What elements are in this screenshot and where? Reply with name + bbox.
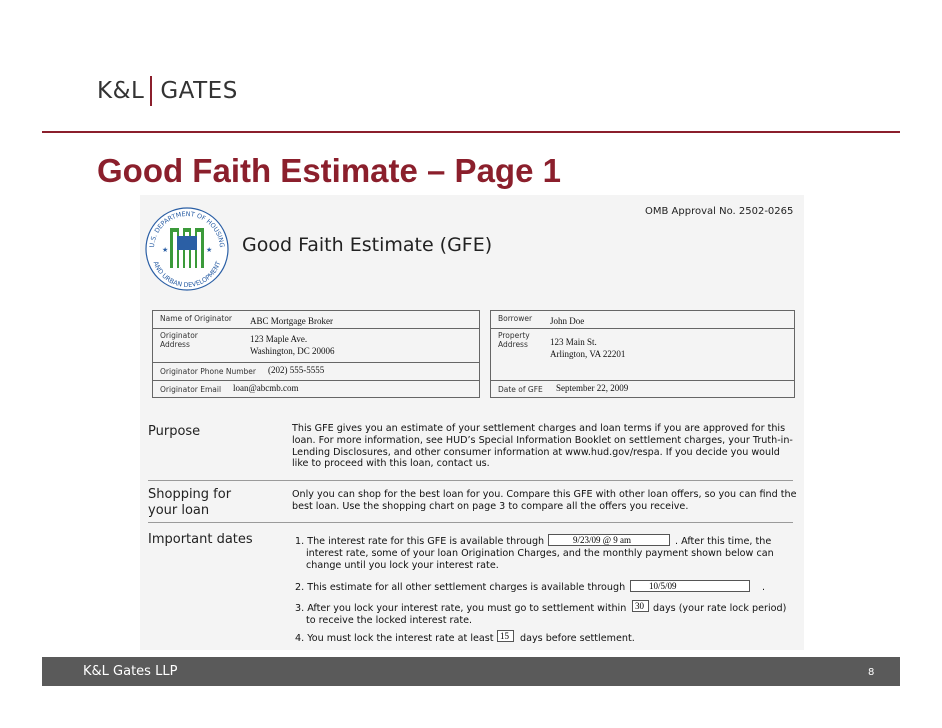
footer-brand: K&L Gates LLP	[83, 664, 178, 679]
originator-divider-2	[152, 362, 480, 363]
gfe-date-value: September 22, 2009	[556, 383, 629, 393]
shopping-separator	[148, 522, 793, 523]
borrower-value: John Doe	[550, 316, 585, 326]
header-rule	[42, 131, 900, 133]
shopping-heading-line1: Shopping for	[148, 487, 232, 502]
date-item4-text: 4. You must lock the interest rate at least	[295, 633, 494, 644]
date-item3-line2: to receive the locked interest rate.	[306, 615, 473, 626]
date-item1-text: 1. The interest rate for this GFE is available through	[295, 536, 545, 547]
purpose-text: This GFE gives you an estimate of your settlement charges and loan terms if you are approved for this loan. For more information, see HUD’s Special Information Booklet on settlement charges, your Truth-in-Lending Disclosures, and other consumer information at www.hud.gov/respa. If you decide you would like to proceed with this loan, contact us.	[292, 423, 793, 470]
property-address-label: Property Address	[498, 331, 530, 349]
logo-left-text: K&L	[97, 78, 145, 104]
originator-address-line1: 123 Maple Ave.	[250, 334, 308, 344]
omb-approval: OMB Approval No. 2502-0265	[645, 206, 794, 217]
borrower-label: Borrower	[498, 314, 533, 323]
lock-before-days-field: 15	[497, 630, 514, 642]
hud-seal-icon	[144, 206, 230, 292]
date-item2-post: .	[762, 582, 766, 593]
date-item1-post: . After this time, the	[675, 536, 772, 547]
date-item1-line3: change until you lock your interest rate.	[306, 560, 499, 571]
originator-name-label: Name of Originator	[160, 314, 233, 323]
shopping-text: Only you can shop for the best loan for you. Compare this GFE with other loan offers, so you can find the best loan. Use the shopping chart on page 3 to compare all the offers you receive.	[292, 489, 797, 512]
slide-title: Good Faith Estimate – Page 1	[97, 152, 561, 189]
logo-right-text: GATES	[160, 78, 238, 104]
rate-available-field: 9/23/09 @ 9 am	[548, 534, 670, 546]
originator-name-value: ABC Mortgage Broker	[250, 316, 333, 326]
svg-text:★: ★	[206, 246, 213, 254]
date-item1-line2: interest rate, some of your loan Origination Charges, and the monthly payment shown below can	[306, 548, 774, 559]
originator-phone-label: Originator Phone Number	[160, 367, 257, 376]
originator-email-label: Originator Email	[160, 385, 222, 394]
originator-address-label: Originator Address	[160, 331, 198, 349]
svg-text:★: ★	[162, 246, 169, 254]
logo-divider	[150, 76, 152, 106]
kl-gates-logo	[97, 77, 238, 105]
date-item2-text: 2. This estimate for all other settlement charges is available through	[295, 582, 626, 593]
gfe-title: Good Faith Estimate (GFE)	[242, 234, 493, 256]
borrower-divider-2	[490, 380, 795, 381]
date-item3-post: days (your rate lock period)	[653, 603, 787, 614]
gfe-date-label: Date of GFE	[498, 385, 543, 394]
purpose-heading: Purpose	[148, 424, 201, 439]
important-dates-heading: Important dates	[148, 532, 253, 547]
shopping-heading	[148, 487, 231, 519]
property-address-line2: Arlington, VA 22201	[550, 349, 626, 359]
seal-top-text: U.S. DEPARTMENT OF HOUSING	[147, 209, 227, 248]
originator-email-value: loan@abcmb.com	[233, 383, 299, 393]
originator-divider-1	[152, 328, 480, 329]
estimate-available-field: 10/5/09	[630, 580, 750, 592]
property-address-line1: 123 Main St.	[550, 337, 597, 347]
purpose-separator	[148, 480, 793, 481]
borrower-divider-1	[490, 328, 795, 329]
page-number: 8	[868, 667, 875, 678]
originator-phone-value: (202) 555-5555	[268, 365, 325, 375]
rate-lock-days-field: 30	[632, 600, 649, 612]
date-item4-post: days before settlement.	[520, 633, 635, 644]
shopping-heading-line2: your loan	[148, 503, 210, 518]
seal-bottom-text: AND URBAN DEVELOPMENT	[151, 260, 223, 290]
originator-address-line2: Washington, DC 20006	[250, 346, 335, 356]
originator-divider-3	[152, 380, 480, 381]
date-item3-text: 3. After you lock your interest rate, you must go to settlement within	[295, 603, 627, 614]
